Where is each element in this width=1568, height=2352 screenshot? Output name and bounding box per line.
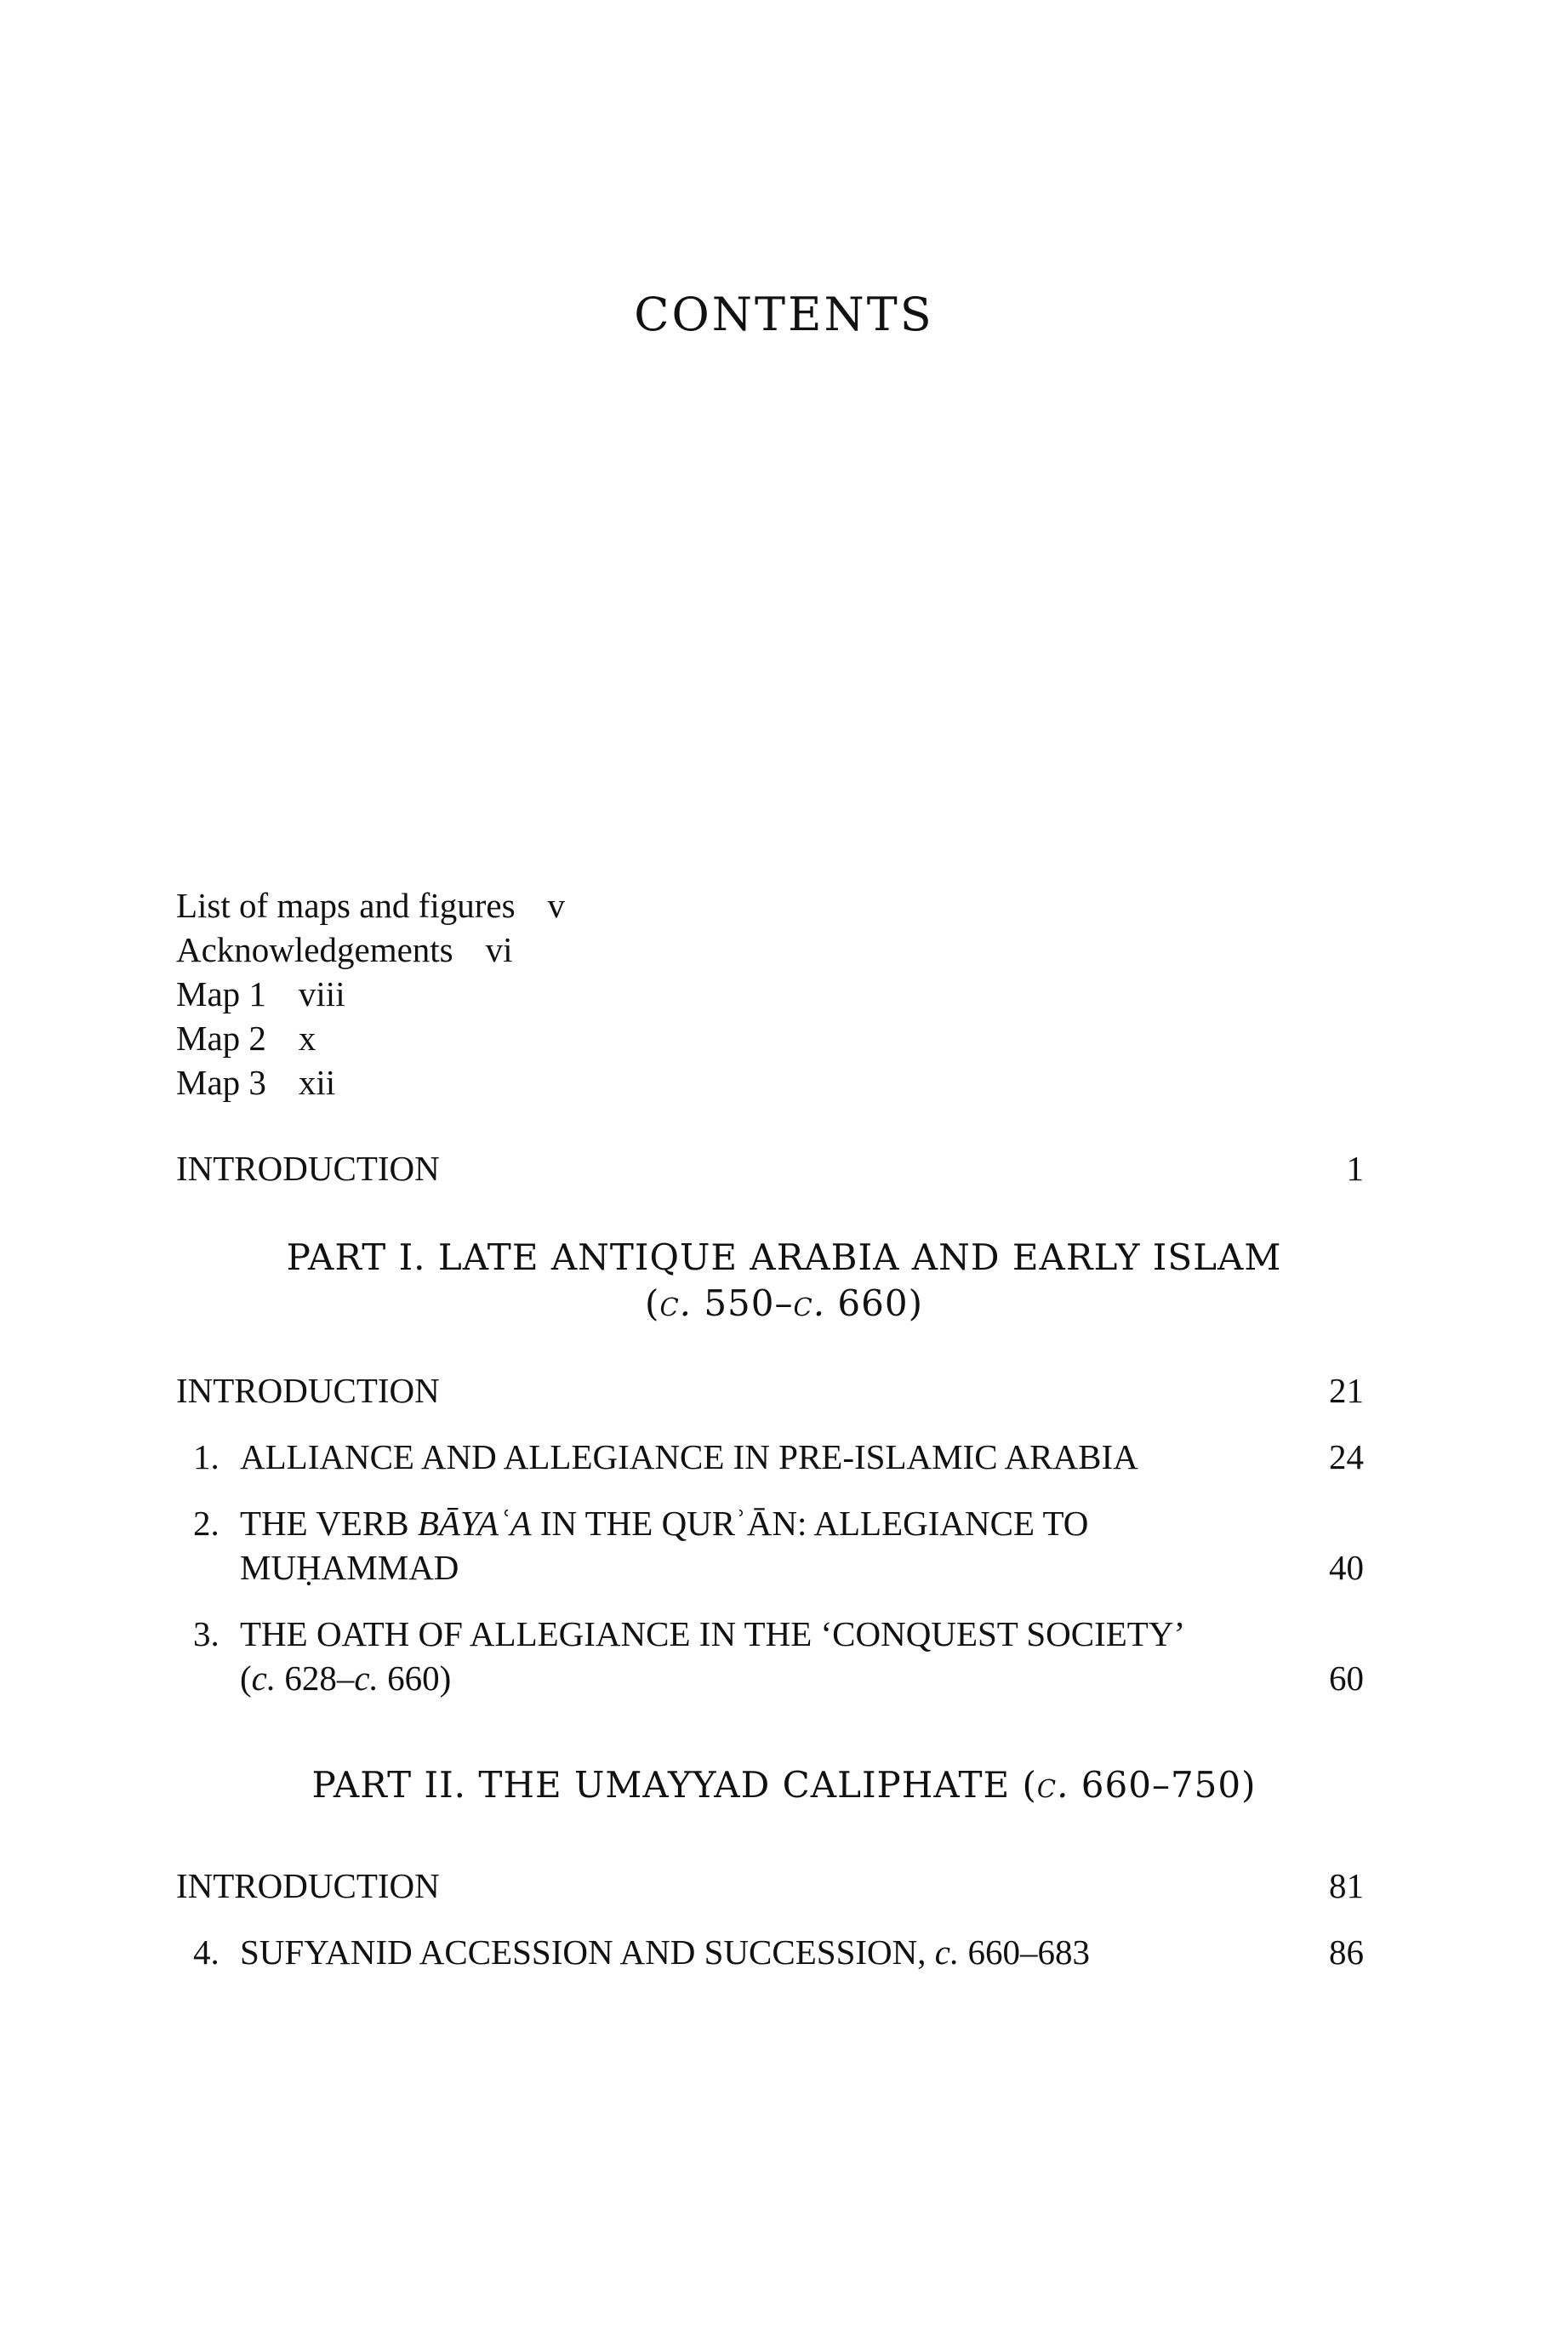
toc-entry-label: INTRODUCTION xyxy=(176,1371,440,1410)
chapter-title-part: IN THE QURʾĀN: ALLEGIANCE TO xyxy=(531,1504,1089,1543)
front-matter-page: xii xyxy=(298,1063,336,1102)
part-1-date-end: 660) xyxy=(825,1282,923,1324)
front-matter-item xyxy=(176,1060,565,1105)
chapter-circa: c. xyxy=(354,1658,379,1698)
part-2-circa: c. xyxy=(1036,1764,1069,1806)
chapter-title-line1 xyxy=(240,1501,1088,1545)
part-1-heading-line1: PART I. LATE ANTIQUE ARABIA AND EARLY ISLAM xyxy=(286,1236,1282,1278)
chapter-number: 3. xyxy=(193,1614,220,1653)
toc-entry-label: INTRODUCTION xyxy=(176,1149,440,1188)
front-matter-item xyxy=(176,972,565,1016)
part-1-heading xyxy=(0,1235,1568,1327)
part-1-circa: c. xyxy=(659,1282,692,1324)
chapter-title: ALLIANCE AND ALLEGIANCE IN PRE-ISLAMIC ARABIA xyxy=(240,1437,1138,1476)
chapter-date-start: 628– xyxy=(276,1658,355,1698)
toc-entry-page: 81 xyxy=(1329,1866,1364,1905)
chapter-title-dates: 660–683 xyxy=(959,1932,1090,1972)
chapter-number: 2. xyxy=(193,1504,220,1543)
chapter-page: 24 xyxy=(1329,1437,1364,1476)
part-2-heading xyxy=(0,1762,1568,1808)
part-1-paren: ( xyxy=(645,1282,660,1324)
chapter-page: 40 xyxy=(1329,1548,1364,1587)
chapter-title-line2: MUḤAMMAD xyxy=(240,1548,459,1587)
chapter-title-italic: BĀYAʿA xyxy=(417,1504,532,1543)
chapter-number: 4. xyxy=(193,1932,220,1972)
front-matter-label: List of maps and figures xyxy=(176,886,516,925)
chapter-title-part: THE VERB xyxy=(240,1504,418,1543)
front-matter-label: Acknowledgements xyxy=(176,930,453,969)
chapter-title xyxy=(240,1930,1090,1974)
page-title: CONTENTS xyxy=(634,288,934,341)
chapter-date-end: 660) xyxy=(378,1658,452,1698)
front-matter-page: x xyxy=(298,1019,316,1058)
chapter-title-line1: THE OATH OF ALLEGIANCE IN THE ‘CONQUEST SOCIETY’ xyxy=(240,1614,1186,1653)
front-matter-label: Map 2 xyxy=(176,1019,266,1058)
front-matter-item xyxy=(176,883,565,928)
front-matter-page: vi xyxy=(485,930,513,969)
chapter-title-line2 xyxy=(240,1656,451,1700)
chapter-circa: c. xyxy=(934,1932,960,1972)
front-matter-label: Map 3 xyxy=(176,1063,266,1102)
chapter-number: 1. xyxy=(193,1437,220,1476)
front-matter-item xyxy=(176,928,565,972)
part-2-heading-dates: 660–750) xyxy=(1069,1764,1257,1806)
part-1-heading-line2 xyxy=(0,1281,1568,1327)
part-2-heading-text: PART II. THE UMAYYAD CALIPHATE ( xyxy=(311,1764,1037,1806)
chapter-title-part: SUFYANID ACCESSION AND SUCCESSION, xyxy=(240,1932,935,1972)
chapter-page: 60 xyxy=(1329,1658,1364,1698)
front-matter-item xyxy=(176,1016,565,1060)
front-matter-page: v xyxy=(547,886,566,925)
toc-entry-page: 1 xyxy=(1346,1149,1364,1188)
front-matter-page: viii xyxy=(298,974,345,1013)
front-matter-label: Map 1 xyxy=(176,974,266,1013)
toc-entry-page: 21 xyxy=(1329,1371,1364,1410)
chapter-circa: c. xyxy=(251,1658,277,1698)
chapter-page: 86 xyxy=(1329,1932,1364,1972)
part-1-date-start: 550– xyxy=(691,1282,794,1324)
toc-entry-label: INTRODUCTION xyxy=(176,1866,440,1905)
chapter-paren: ( xyxy=(240,1658,252,1698)
part-1-circa: c. xyxy=(793,1282,826,1324)
front-matter-list xyxy=(176,883,565,1105)
